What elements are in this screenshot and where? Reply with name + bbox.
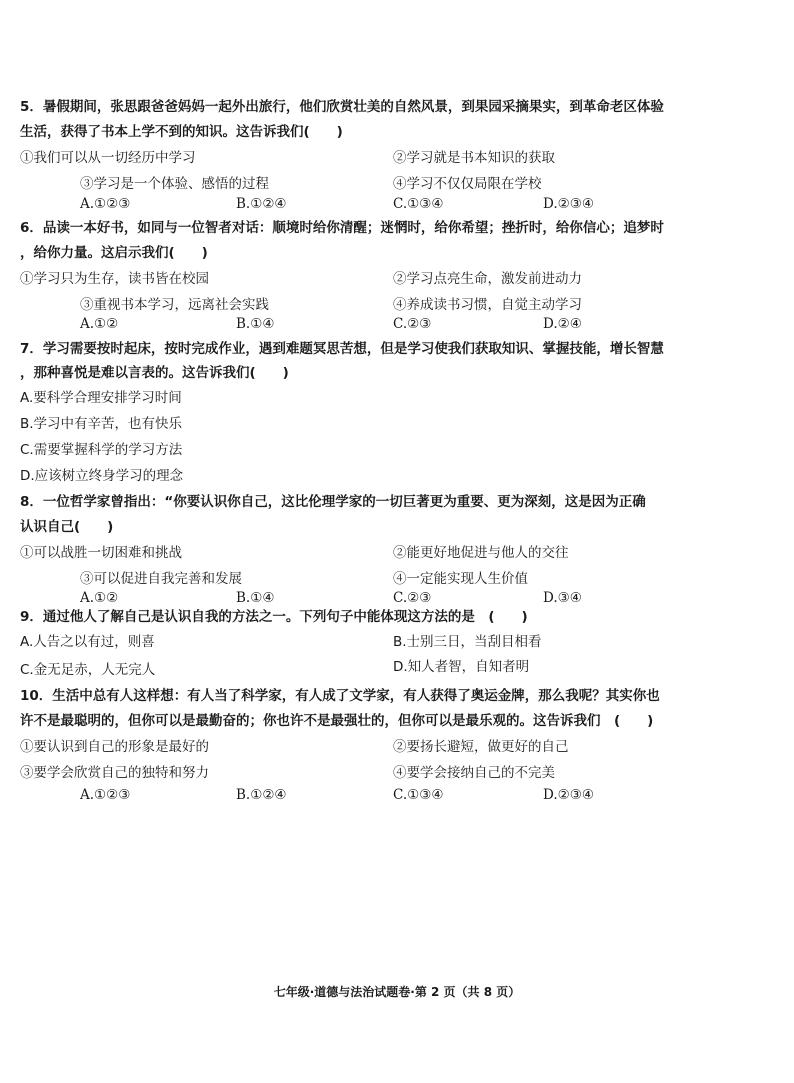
q8-answer-c: C.②③ <box>393 590 432 606</box>
q6-option-2: ②学习点亮生命，激发前进动力 <box>393 271 582 287</box>
q7-choice-b: B.学习中有辛苦，也有快乐 <box>20 416 183 432</box>
q10-answer-a: A.①②③ <box>80 787 131 803</box>
q8-option-4: ④一定能实现人生价值 <box>393 571 528 587</box>
q5-option-2: ②学习就是书本知识的获取 <box>393 150 555 166</box>
q7-stem-line1: 7．学习需要按时起床，按时完成作业，遇到难题冥思苦想，但是学习使我们获取知识、掌握技能，增长智慧 <box>20 341 664 357</box>
q5-answer-a: A.①②③ <box>80 196 131 212</box>
q8-answer-a: A.①② <box>80 590 119 606</box>
q9-choice-c: C.金无足赤，人无完人 <box>20 662 156 678</box>
q7-stem-line2: ，那种喜悦是难以言表的。这告诉我们( ) <box>20 365 289 381</box>
q8-option-2: ②能更好地促进与他人的交往 <box>393 545 569 561</box>
q5-answer-d: D.②③④ <box>543 196 594 212</box>
q8-stem-line2: 认识自己( ) <box>20 519 114 535</box>
q10-answer-c: C.①③④ <box>393 787 444 803</box>
q9-choice-a: A.人告之以有过，则喜 <box>20 634 155 650</box>
q8-answer-d: D.③④ <box>543 590 582 606</box>
q8-answer-b: B.①④ <box>236 590 275 606</box>
q5-stem-line1: 5．暑假期间，张思跟爸爸妈妈一起外出旅行，他们欣赏壮美的自然风景，到果园采摘果实，到革命老区体验 <box>20 99 664 115</box>
q9-stem: 9．通过他人了解自己是认识自我的方法之一。下列句子中能体现这方法的是 ( ) <box>20 609 528 625</box>
q6-option-1: ①学习只为生存，读书皆在校园 <box>20 271 209 287</box>
q9-choice-d: D.知人者智，自知者明 <box>393 659 530 675</box>
q10-answer-b: B.①②④ <box>236 787 287 803</box>
q6-answer-d: D.②④ <box>543 316 582 332</box>
q8-option-3: ③可以促进自我完善和发展 <box>80 571 242 587</box>
q5-answer-b: B.①②④ <box>236 196 287 212</box>
page-footer: 七年级·道德与法治试题卷·第 2 页（共 8 页） <box>273 985 521 999</box>
q8-stem-line1: 8．一位哲学家曾指出：“你要认识你自己，这比伦理学家的一切巨著更为重要、更为深刻，这是因为正确 <box>20 494 646 510</box>
q7-choice-a: A.要科学合理安排学习时间 <box>20 390 182 406</box>
q6-option-3: ③重视书本学习，远离社会实践 <box>80 297 269 313</box>
q5-option-1: ①我们可以从一切经历中学习 <box>20 150 196 166</box>
q6-answer-b: B.①④ <box>236 316 275 332</box>
q10-option-2: ②要扬长避短，做更好的自己 <box>393 739 569 755</box>
q6-answer-a: A.①② <box>80 316 119 332</box>
q6-option-4: ④养成读书习惯，自觉主动学习 <box>393 297 582 313</box>
q8-option-1: ①可以战胜一切困难和挑战 <box>20 545 182 561</box>
q10-stem-line2: 许不是最聪明的，但你可以是最勤奋的；你也许不是最强壮的，但你可以是最乐观的。这告诉我们 ( ) <box>20 713 654 729</box>
q5-stem-line2: 生活，获得了书本上学不到的知识。这告诉我们( ) <box>20 124 343 140</box>
q10-option-4: ④要学会接纳自己的不完美 <box>393 765 555 781</box>
q10-option-1: ①要认识到自己的形象是最好的 <box>20 739 209 755</box>
q5-option-4: ④学习不仅仅局限在学校 <box>393 176 542 192</box>
q10-stem-line1: 10．生活中总有人这样想：有人当了科学家，有人成了文学家，有人获得了奥运金牌，那么我呢？其实你也 <box>20 688 660 704</box>
q7-choice-d: D.应该树立终身学习的理念 <box>20 468 184 484</box>
q10-answer-d: D.②③④ <box>543 787 594 803</box>
q6-stem-line1: 6．品读一本好书，如同与一位智者对话：顺境时给你清醒；迷惘时，给你希望；挫折时，给你信心；追梦时 <box>20 220 664 236</box>
q10-option-3: ③要学会欣赏自己的独特和努力 <box>20 765 209 781</box>
q7-choice-c: C.需要掌握科学的学习方法 <box>20 442 183 458</box>
q5-option-3: ③学习是一个体验、感悟的过程 <box>80 176 269 192</box>
q6-stem-line2: ，给你力量。这启示我们( ) <box>20 245 208 261</box>
q5-answer-c: C.①③④ <box>393 196 444 212</box>
q9-choice-b: B.士别三日，当刮目相看 <box>393 634 542 650</box>
q6-answer-c: C.②③ <box>393 316 432 332</box>
